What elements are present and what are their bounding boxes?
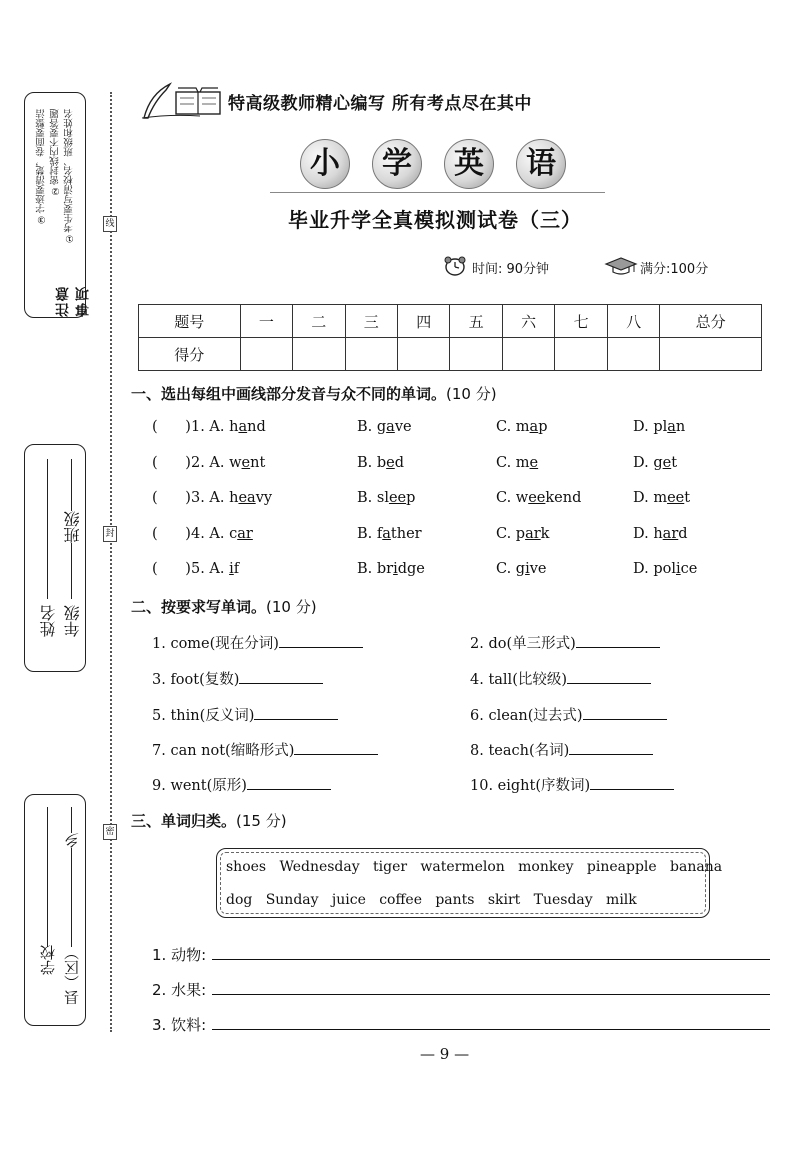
category-label: 3. 饮料: — [152, 1016, 207, 1034]
name-blank-line — [47, 459, 48, 599]
underlined-letters: e — [529, 455, 539, 471]
word-form-item: 5. thin(反义词) — [152, 704, 338, 725]
word-part: f — [233, 561, 240, 577]
question-option-c — [496, 455, 538, 471]
notice-item: ①考生要写清校名、班级和姓名 — [64, 109, 75, 244]
score-row-label: 得分 — [139, 338, 241, 371]
score-cell[interactable] — [555, 338, 607, 371]
word-part: h — [229, 419, 239, 435]
score-header-cell: 六 — [502, 305, 554, 338]
slogan: 特高级教师精心编写 所有考点尽在其中 — [228, 94, 532, 114]
answer-blank[interactable] — [576, 634, 660, 648]
section2-title — [131, 596, 317, 617]
underlined-letters: e — [662, 455, 672, 471]
notice-item: ③字迹要清楚，卷面要整洁 — [36, 109, 47, 225]
word-part: D. pl — [633, 419, 668, 435]
grade-name-box — [24, 444, 86, 672]
name-label: 姓名 — [39, 605, 58, 637]
underlined-letters: ee — [388, 490, 407, 506]
full-score: 满分:100分 — [640, 262, 709, 277]
underlined-letters: ee — [667, 490, 685, 506]
seal-line — [110, 92, 112, 1032]
word-form-item: 3. foot(复数) — [152, 668, 323, 689]
underlined-letters: i — [229, 561, 234, 577]
word-part: h — [229, 490, 239, 506]
underlined-letters: a — [529, 419, 539, 435]
word-part: B. sl — [357, 490, 389, 506]
word-form-item: 1. come(现在分词) — [152, 632, 363, 653]
school-label: 学校 — [39, 945, 57, 975]
underlined-letters: i — [393, 561, 398, 577]
word-part: ve — [529, 561, 547, 577]
underlined-letters: ee — [528, 490, 546, 506]
word-part: p — [538, 419, 548, 435]
score-cell[interactable] — [345, 338, 397, 371]
word-form-item: 6. clean(过去式) — [470, 704, 667, 725]
word-part: vy — [255, 490, 273, 506]
grade-label: 年级 — [63, 605, 82, 637]
score-header-cell: 七 — [555, 305, 607, 338]
word-part: kend — [545, 490, 582, 506]
page-subtitle: 毕业升学全真模拟测试卷（三） — [288, 208, 582, 232]
word-part: D. pol — [633, 561, 676, 577]
score-cell[interactable] — [450, 338, 502, 371]
answer-blank[interactable] — [254, 706, 338, 720]
word-bank-row: dog Sunday juice coffee pants skirt Tuesday milk — [226, 892, 637, 908]
county-blank-line — [71, 807, 72, 947]
question-option-c — [496, 490, 581, 506]
title-char: 学 — [372, 139, 422, 189]
score-header-cell: 一 — [240, 305, 292, 338]
question-option-c — [496, 561, 547, 577]
answer-blank[interactable] — [279, 634, 363, 648]
underlined-letters: ar — [237, 526, 253, 542]
answer-blank[interactable] — [239, 670, 323, 684]
clock-icon — [442, 256, 468, 276]
word-form-item: 8. teach(名词) — [470, 739, 653, 760]
section2-title-text: 二、按要求写单词。 — [131, 598, 267, 616]
word-part: ce — [680, 561, 698, 577]
question-number[interactable]: ( )2. A. — [152, 455, 230, 471]
question-option-b — [357, 561, 425, 577]
word-form-item: 10. eight(序数词) — [470, 774, 674, 795]
underlined-letters: i — [675, 561, 681, 577]
section3-title-text: 三、单词归类。 — [131, 812, 237, 830]
category-answer-line[interactable] — [212, 1014, 770, 1030]
underlined-letters: a — [382, 526, 391, 542]
class-label: 班级 — [63, 511, 82, 543]
score-cell[interactable] — [240, 338, 292, 371]
seal-mark-secret: 密 — [103, 824, 117, 840]
word-part: D. h — [633, 526, 663, 542]
question-option-b — [357, 455, 404, 471]
word-bank-row: shoes Wednesday tiger watermelon monkey pineapple banana — [226, 859, 723, 875]
score-table — [138, 304, 762, 371]
question-option-b — [357, 490, 415, 506]
score-header-cell: 五 — [450, 305, 502, 338]
score-header-cell: 题号 — [139, 305, 241, 338]
underlined-letters: ar — [525, 526, 541, 542]
category-answer-line[interactable] — [212, 944, 770, 960]
page-number: — 9 — — [420, 1045, 470, 1063]
answer-blank[interactable] — [567, 670, 651, 684]
question-option-a — [152, 455, 265, 471]
score-cell[interactable] — [607, 338, 659, 371]
word-part: D. m — [633, 490, 668, 506]
time-limit: 时间: 90分钟 — [472, 262, 550, 277]
question-option-d — [633, 419, 685, 435]
answer-blank[interactable] — [583, 706, 667, 720]
title-char: 语 — [516, 139, 566, 189]
score-header-cell: 三 — [345, 305, 397, 338]
underlined-letters: i — [525, 561, 530, 577]
word-part: t — [671, 455, 678, 471]
word-form-item: 9. went(原形) — [152, 774, 331, 795]
title-divider — [270, 192, 605, 193]
answer-blank[interactable] — [569, 741, 653, 755]
title-char: 英 — [444, 139, 494, 189]
underlined-letters: a — [238, 419, 248, 435]
word-part: p — [406, 490, 416, 506]
question-option-a — [152, 526, 253, 542]
section3-points: (15 分) — [236, 812, 287, 830]
graduation-cap-icon — [604, 256, 638, 276]
word-form-item: 2. do(单三形式) — [470, 632, 660, 653]
word-part: B. br — [357, 561, 394, 577]
question-option-c — [496, 526, 549, 542]
score-cell[interactable] — [398, 338, 450, 371]
answer-blank[interactable] — [247, 776, 331, 790]
word-part: C. p — [496, 526, 526, 542]
seal-mark-seal: 封 — [103, 526, 117, 542]
score-header-cell: 二 — [293, 305, 345, 338]
score-cell[interactable] — [502, 338, 554, 371]
word-part: D. g — [633, 455, 663, 471]
notice-heading: 注意事项 — [55, 285, 91, 317]
title-char: 小 — [300, 139, 350, 189]
underlined-letters: ar — [662, 526, 679, 542]
score-table-score-row — [139, 338, 762, 371]
notice-item: ②密封线内不要答题 — [50, 109, 61, 196]
score-header-cell: 总分 — [660, 305, 762, 338]
word-part: B. f — [357, 526, 383, 542]
score-table-header-row — [139, 305, 762, 338]
question-option-d — [633, 526, 688, 542]
pen-book-icon — [140, 74, 226, 120]
question-number[interactable]: ( )3. A. — [152, 490, 230, 506]
question-option-a — [152, 561, 239, 577]
question-option-a — [152, 490, 272, 506]
section1-title-text: 一、选出每组中画线部分发音与众不同的单词。 — [131, 385, 447, 403]
question-number[interactable]: ( )4. A. — [152, 526, 230, 542]
word-form-item: 4. tall(比较级) — [470, 668, 651, 689]
underlined-letters: e — [241, 455, 251, 471]
underlined-letters: ea — [238, 490, 256, 506]
section3-title — [131, 810, 287, 831]
word-part: nd — [247, 419, 266, 435]
score-header-cell: 四 — [398, 305, 450, 338]
underlined-letters: a — [386, 419, 395, 435]
notice-box — [24, 92, 91, 318]
word-part: nt — [250, 455, 266, 471]
question-option-d — [633, 561, 697, 577]
word-part: ve — [394, 419, 412, 435]
underlined-letters: a — [667, 419, 676, 435]
word-part: ther — [390, 526, 422, 542]
score-header-cell: 八 — [607, 305, 659, 338]
question-option-d — [633, 490, 690, 506]
question-number[interactable]: ( )1. A. — [152, 419, 230, 435]
school-blank-line — [47, 807, 48, 947]
question-number[interactable]: ( )5. A. — [152, 561, 230, 577]
section1-title — [131, 383, 497, 404]
township-label: 乡 — [63, 833, 81, 848]
score-cell[interactable] — [660, 338, 762, 371]
word-part: C. m — [496, 455, 530, 471]
seal-mark-line: 线 — [103, 216, 117, 232]
county-label: 县（区） — [63, 945, 81, 1005]
word-part: B. g — [357, 419, 387, 435]
question-option-a — [152, 419, 266, 435]
word-part: B. b — [357, 455, 387, 471]
word-part: k — [540, 526, 550, 542]
question-option-c — [496, 419, 548, 435]
answer-blank[interactable] — [590, 776, 674, 790]
question-option-b — [357, 419, 412, 435]
category-answer-line[interactable] — [212, 979, 770, 995]
word-part: d — [394, 455, 405, 471]
section2-points: (10 分) — [266, 598, 317, 616]
word-part: w — [229, 455, 242, 471]
word-part: dge — [397, 561, 425, 577]
word-part: d — [678, 526, 688, 542]
question-option-b — [357, 526, 422, 542]
word-part: C. m — [496, 419, 530, 435]
section1-points: (10 分) — [446, 385, 497, 403]
category-label: 1. 动物: — [152, 946, 207, 964]
category-label: 2. 水果: — [152, 981, 207, 999]
word-part: C. w — [496, 490, 529, 506]
word-part: n — [675, 419, 686, 435]
school-box — [24, 794, 86, 1026]
score-cell[interactable] — [293, 338, 345, 371]
word-part: t — [684, 490, 691, 506]
word-form-item: 7. can not(缩略形式) — [152, 739, 378, 760]
question-option-d — [633, 455, 677, 471]
answer-blank[interactable] — [294, 741, 378, 755]
underlined-letters: e — [386, 455, 395, 471]
word-part: C. g — [496, 561, 526, 577]
word-part: c — [229, 526, 238, 542]
